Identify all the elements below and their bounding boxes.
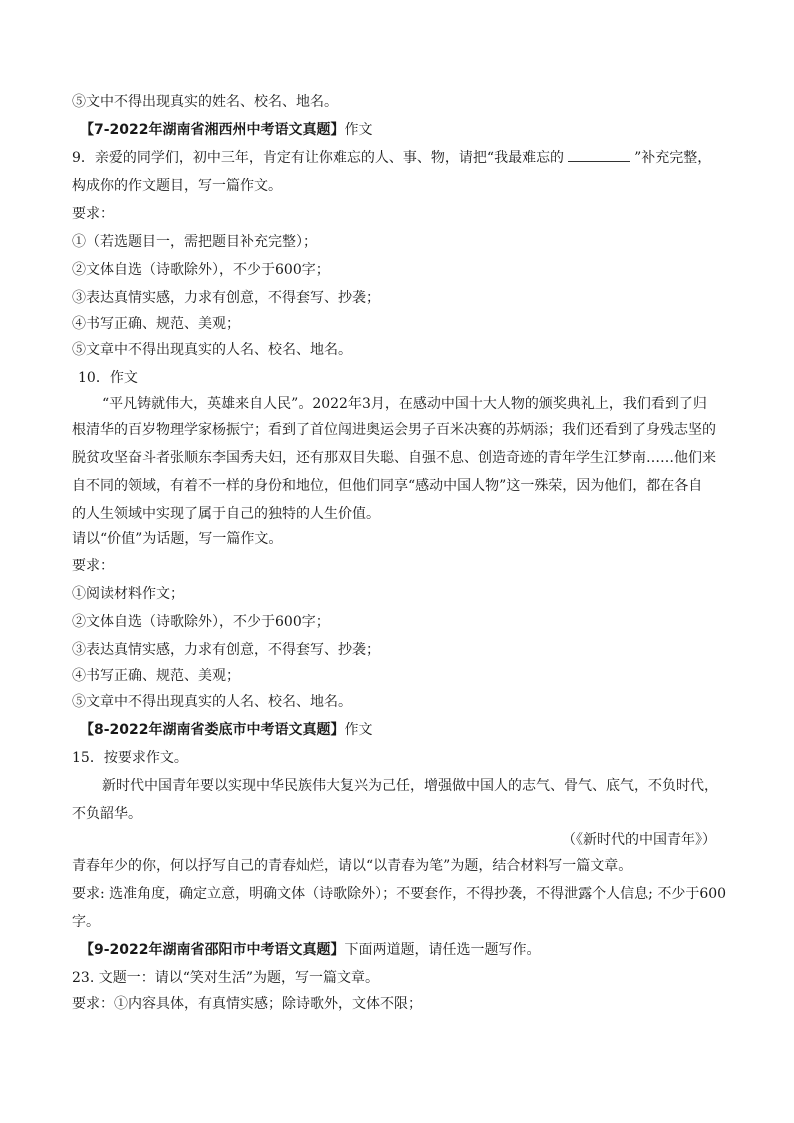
header-tail: 作文 xyxy=(344,722,373,738)
header-tail: 下面两道题，请任选一题写作。 xyxy=(344,942,541,958)
requirement-line: 要求: 选准角度，确定立意，明确文体（诗歌除外）；不要套作，不得抄袭，不得泄露个人信息; 不少于600 xyxy=(72,886,727,902)
question-10-title: 10．作文 xyxy=(78,370,138,386)
paragraph-line: 自不同的领域，有着不一样的身份和地位，但他们同享“感动中国人物”这一殊荣，因为他们，都在各自 xyxy=(72,478,703,494)
paragraph-line: 请以“价值”为话题，写一篇作文。 xyxy=(72,531,283,547)
requirement-line: ④书写正确、规范、美观； xyxy=(72,668,240,684)
requirement-line: 要求：①内容具体，有真情实感；除诗歌外，文体不限； xyxy=(72,996,422,1012)
requirement-line: ①阅读材料作文； xyxy=(72,586,184,602)
section-header-8 xyxy=(80,721,373,739)
requirements-label: 要求： xyxy=(72,206,114,222)
question-text: 9．亲爱的同学们，初中三年，肯定有让你难忘的人、事、物，请把“我最难忘的 xyxy=(72,150,565,166)
question-9 xyxy=(72,149,711,167)
paragraph-line: 根清华的百岁物理学家杨振宁；看到了首位闯进奥运会男子百米决赛的苏炳添；我们还看到了身残志坚的 xyxy=(72,422,716,438)
source-label: 【8-2022年湖南省娄底市中考语文真题】 xyxy=(80,722,345,738)
requirement-line: ③表达真情实感，力求有创意，不得套写、抄袭； xyxy=(72,642,380,658)
source-label: 【9-2022年湖南省邵阳市中考语文真题】 xyxy=(80,942,345,958)
section-header-7 xyxy=(80,121,373,139)
requirement-line: ③表达真情实感，力求有创意，不得套写、抄袭； xyxy=(72,290,380,306)
question-23-title: 23. 文题一：请以“笑对生活”为题，写一篇文章。 xyxy=(72,970,380,986)
paragraph-line: 的人生领域中实现了属于自己的独特的人生价值。 xyxy=(72,506,380,522)
requirement-line: ④书写正确、规范、美观； xyxy=(72,316,240,332)
paragraph-line: 新时代中国青年要以实现中华民族伟大复兴为己任，增强做中国人的志气、骨气、底气，不负时代， xyxy=(102,778,718,794)
paragraph-line: “平凡铸就伟大，英雄来自人民”。2022年3月，在感动中国十大人物的颁奖典礼上，我们看到了归 xyxy=(102,396,707,412)
requirement-line: ⑤文中不得出现真实的姓名、校名、地名。 xyxy=(72,94,338,110)
paragraph-line: 不负韶华。 xyxy=(72,806,142,822)
requirement-line: ⑤文章中不得出现真实的人名、校名、地名。 xyxy=(72,694,352,710)
paragraph-line: 脱贫攻坚奋斗者张顺东李国秀夫妇，还有那双目失聪、自强不息、创造奇迹的青年学生江梦南……他们来 xyxy=(72,450,716,466)
requirement-line: ②文体自选（诗歌除外），不少于600字； xyxy=(72,262,330,278)
fill-blank xyxy=(568,149,630,162)
question-text: 构成你的作文题目，写一篇作文。 xyxy=(72,178,282,194)
requirement-line: ⑤文章中不得出现真实的人名、校名、地名。 xyxy=(72,342,352,358)
section-header-9 xyxy=(80,941,541,959)
paragraph-line: 青春年少的你，何以抒写自己的青春灿烂，请以“以青春为笔”为题，结合材料写一篇文章。 xyxy=(72,858,633,874)
requirement-line: ①（若选题目一，需把题目补充完整）； xyxy=(72,234,317,250)
requirement-line: 字。 xyxy=(72,914,100,930)
question-15-title: 15．按要求作文。 xyxy=(72,750,188,766)
requirements-label: 要求： xyxy=(72,558,114,574)
source-label: 【7-2022年湖南省湘西州中考语文真题】 xyxy=(80,122,345,138)
source-citation: （《新时代的中国青年》） xyxy=(562,832,716,848)
question-text: ”补充完整， xyxy=(634,150,712,166)
header-tail: 作文 xyxy=(344,122,373,138)
requirement-line: ②文体自选（诗歌除外），不少于600字； xyxy=(72,614,330,630)
